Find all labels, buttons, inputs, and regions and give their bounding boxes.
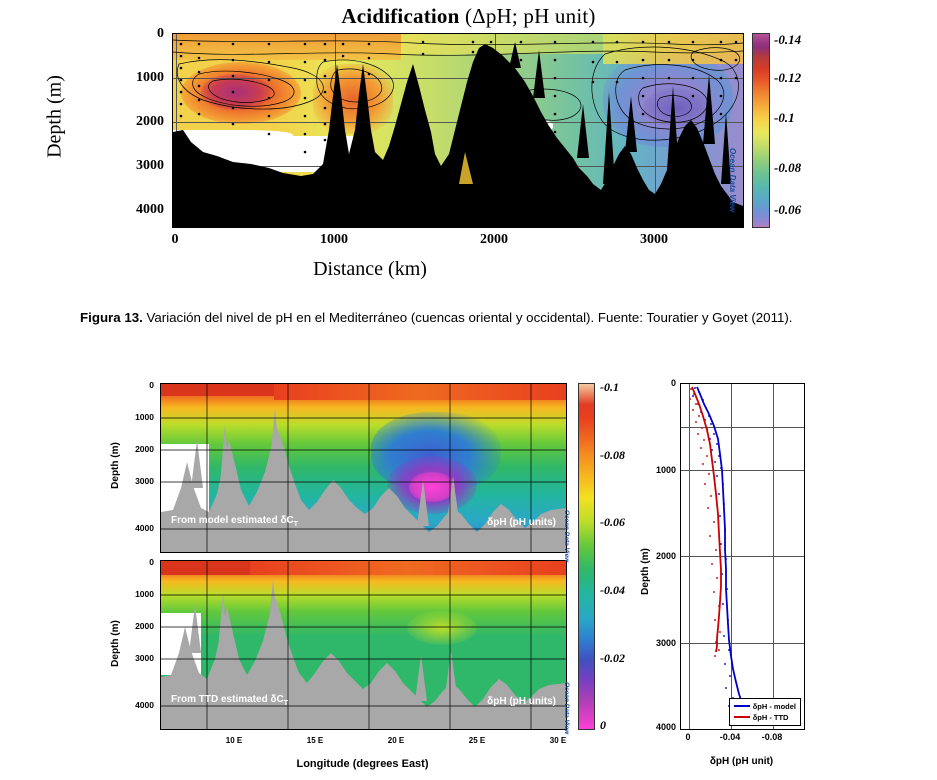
figure1-ytick: 1000 — [136, 70, 164, 85]
panelB-ytick: 4000 — [135, 700, 154, 710]
panel-ttd-estimated — [160, 560, 567, 730]
profile-legend — [729, 698, 801, 727]
figure1-ytick: 3000 — [136, 158, 164, 173]
panelB-annotation-right: δpH (pH units) — [487, 696, 556, 707]
profile-plot-area — [680, 383, 805, 730]
legend-item — [734, 701, 796, 712]
figure13-caption-label: Figura 13. — [80, 310, 143, 325]
legend-line-icon — [734, 716, 750, 718]
legend-label: δpH - model — [752, 701, 796, 711]
panelB-annotation-left — [171, 694, 288, 707]
panelA-ytick: 4000 — [135, 523, 154, 533]
profile-ytick: 2000 — [655, 551, 676, 561]
panelA-odv-watermark: Ocean Data View — [563, 510, 570, 563]
panelB-annotation-left-sub: T — [283, 700, 289, 707]
panelA-y-axis-label: Depth (m) — [109, 442, 121, 489]
figure1-title-main: Acidification — [341, 4, 460, 28]
figure1-plot-area — [172, 33, 744, 228]
figure2-colorbar — [578, 383, 595, 730]
panelA-ytick: 1000 — [135, 412, 154, 422]
figure1-colorbar-tick: -0.14 — [774, 32, 802, 47]
figure13-caption-text: Variación del nivel de pH en el Mediterráneo (cuencas oriental y occidental). Fuente: Touratier y Goyet (2011). — [142, 310, 793, 325]
panelA-ytick: 3000 — [135, 476, 154, 486]
figure1-odv-watermark: Ocean Data View — [728, 148, 737, 213]
profile-ytick: 1000 — [655, 465, 676, 475]
panelA-annotation-right: δpH (pH units) — [487, 517, 556, 528]
figure1-ytick: 0 — [157, 26, 164, 41]
figure2-xtick: 30 E — [549, 736, 567, 745]
figure1-xtick: 0 — [171, 232, 179, 247]
panel-model-estimated — [160, 383, 567, 553]
figure1-y-axis-label: Depth (m) — [43, 75, 66, 158]
figure2-colorbar-tick: -0.1 — [600, 380, 619, 394]
figure1-xtick: 1000 — [320, 232, 348, 247]
figure2-colorbar-tick: -0.02 — [600, 651, 625, 665]
figure1-xtick: 2000 — [480, 232, 508, 247]
panelB-ytick: 1000 — [135, 589, 154, 599]
panelA-ytick: 0 — [149, 380, 154, 390]
profile-ytick: 3000 — [655, 638, 676, 648]
panelB-y-axis-label: Depth (m) — [109, 620, 121, 667]
panelB-ytick: 3000 — [135, 653, 154, 663]
figure1-colorbar — [752, 33, 770, 228]
figure1-title-paren: (ΔpH; pH unit) — [464, 4, 596, 28]
figure1-ytick: 2000 — [136, 114, 164, 129]
figure1-colorbar-tick: -0.12 — [774, 70, 802, 85]
figure1-colorbar-tick: -0.1 — [774, 110, 795, 125]
figure2-x-axis-label: Longitude (degrees East) — [296, 758, 429, 770]
figure2-xtick: 15 E — [306, 736, 324, 745]
figure1-ytick: 4000 — [136, 202, 164, 217]
figure-acidification-section — [0, 0, 937, 290]
profile-xtick: -0.04 — [719, 732, 741, 742]
legend-line-icon — [734, 705, 750, 707]
legend-label: δpH - TTD — [752, 712, 789, 722]
figure2-xtick: 10 E — [225, 736, 243, 745]
panelB-annotation-left-text: From TTD estimated δC — [171, 694, 284, 705]
profile-xtick: 0 — [685, 732, 691, 742]
figure2-xtick: 25 E — [468, 736, 486, 745]
figure1-bathymetry-and-contours — [173, 34, 743, 227]
panelB-ytick: 2000 — [135, 621, 154, 631]
panelB-ytick: 0 — [149, 557, 154, 567]
panelA-ytick: 2000 — [135, 444, 154, 454]
profile-series — [681, 384, 804, 729]
profile-xtick: -0.08 — [761, 732, 783, 742]
profile-y-axis-label: Depth (m) — [639, 548, 651, 595]
figure1-colorbar-tick: -0.08 — [774, 160, 802, 175]
figure2-xtick: 20 E — [387, 736, 405, 745]
panelA-annotation-left-text: From model estimated δC — [171, 515, 294, 526]
figure2-colorbar-tick: -0.06 — [600, 515, 625, 529]
figure-dph-sections — [0, 370, 937, 780]
panelA-annotation-left — [171, 515, 298, 528]
figure2-colorbar-tick: 0 — [600, 718, 606, 732]
figure2-colorbar-tick: -0.08 — [600, 448, 625, 462]
panelA-annotation-left-sub: T — [293, 521, 299, 528]
figure1-xtick: 3000 — [640, 232, 668, 247]
legend-item — [734, 712, 796, 723]
profile-x-axis-label: δpH (pH unit) — [709, 756, 774, 767]
figure1-colorbar-tick: -0.06 — [774, 202, 802, 217]
profile-ytick: 0 — [670, 378, 676, 388]
figure2-colorbar-tick: -0.04 — [600, 583, 625, 597]
profile-ytick: 4000 — [655, 722, 676, 732]
figure1-x-axis-label: Distance (km) — [313, 258, 427, 280]
panelB-odv-watermark: Ocean Data View — [563, 682, 570, 735]
figure13-caption — [80, 308, 855, 328]
